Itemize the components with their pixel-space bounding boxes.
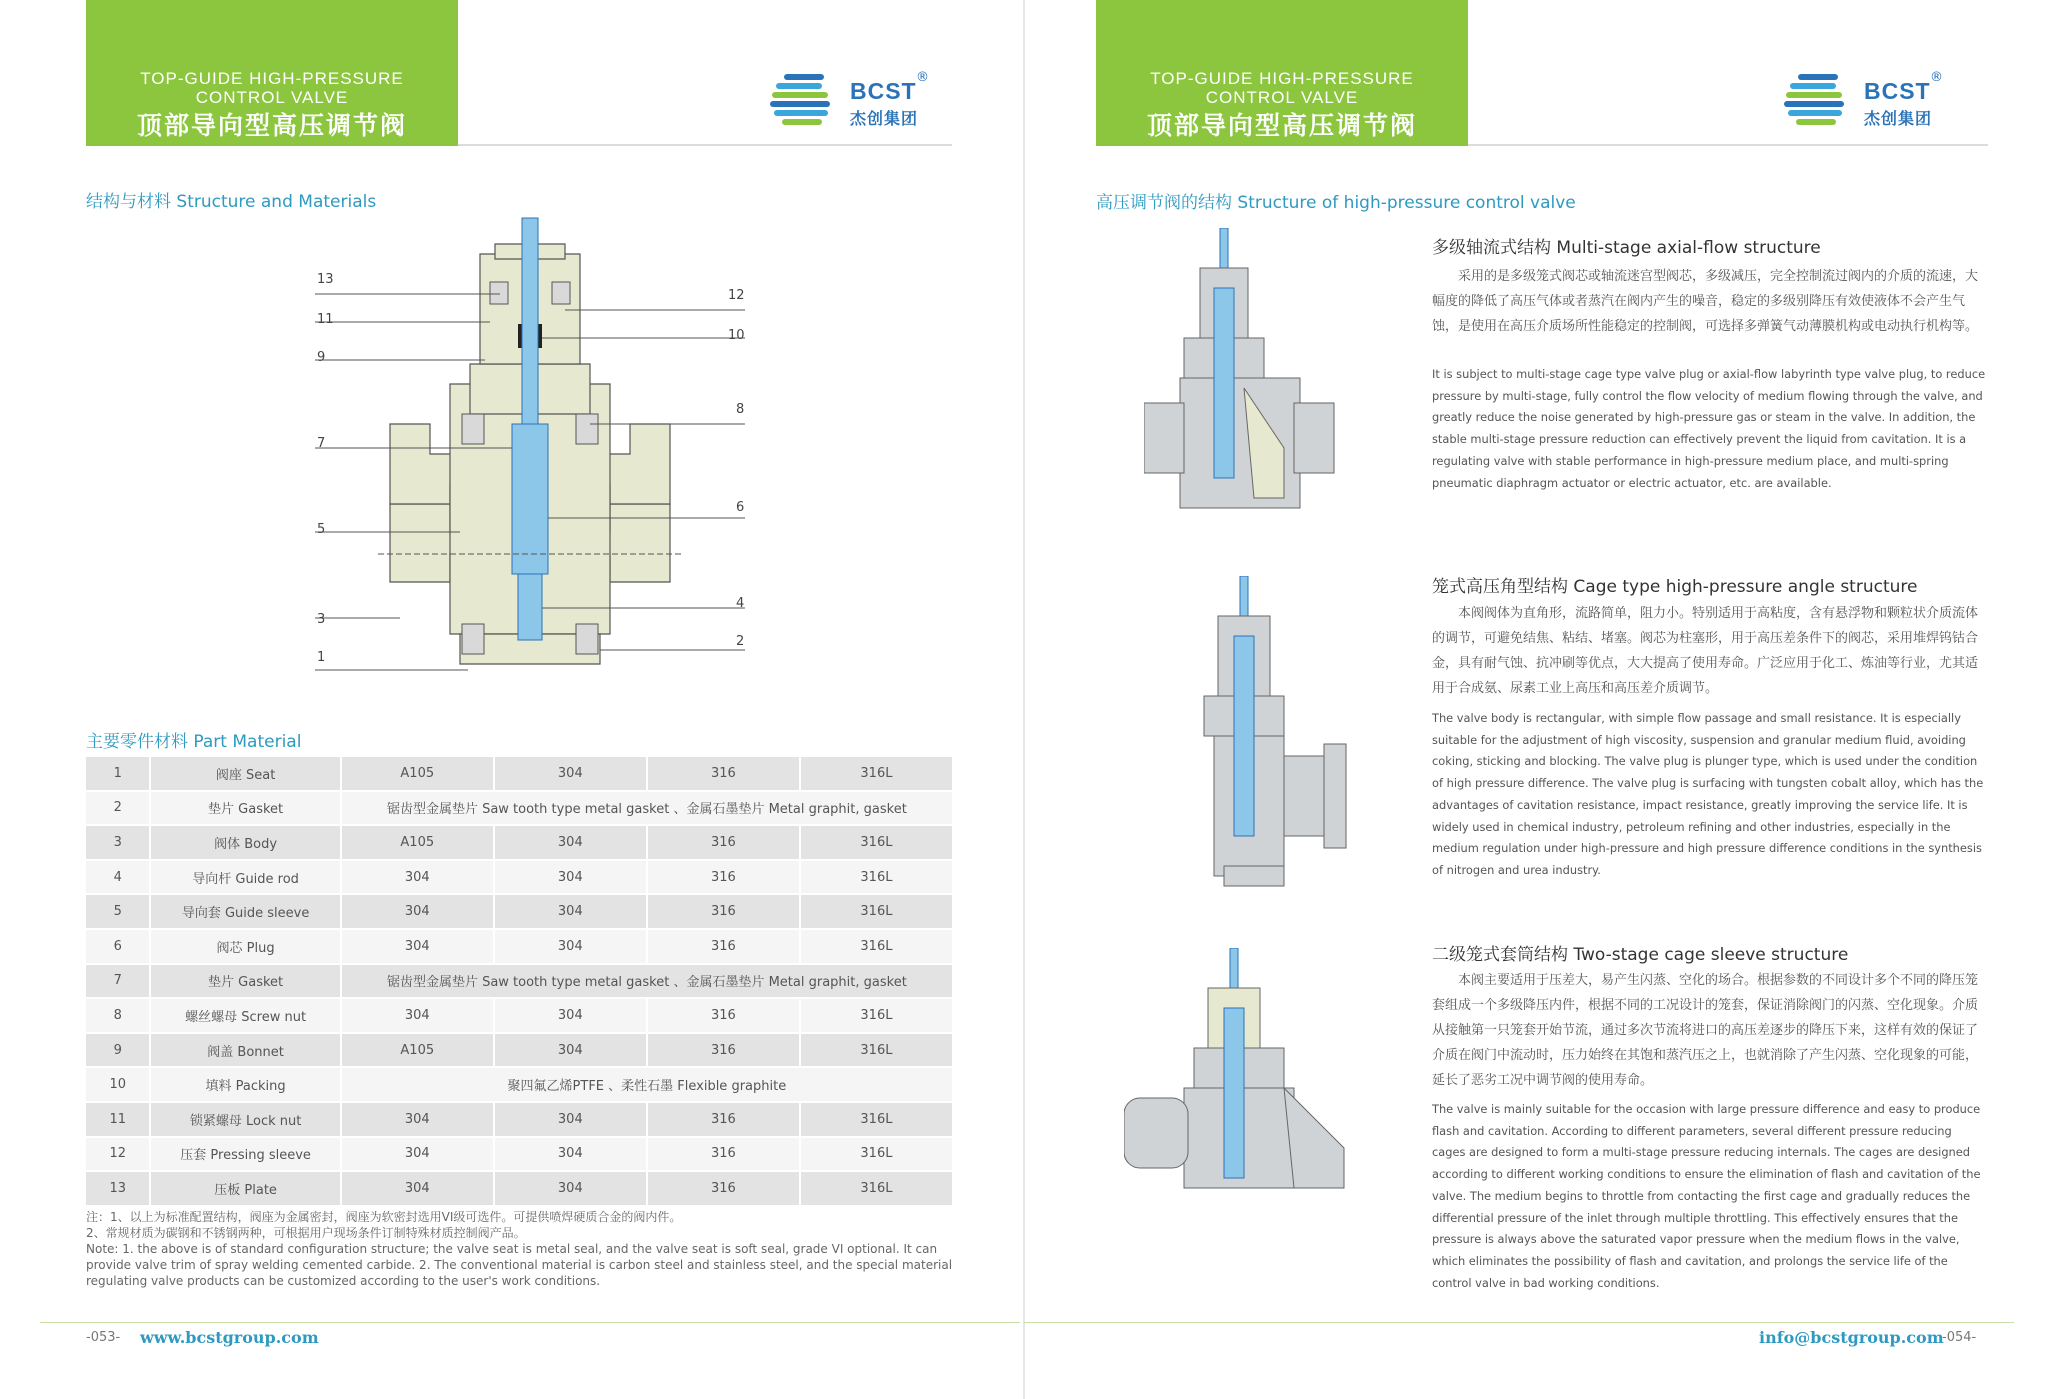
table-row: [86, 964, 952, 999]
part-name-cell: 压套 Pressing sleeve: [150, 1137, 340, 1172]
section-1-title: 多级轴流式结构 Multi-stage axial-flow structure: [1432, 238, 1821, 258]
logo-brand-cn: 杰创集团: [850, 109, 919, 128]
material-cell: 316: [647, 998, 800, 1033]
table-row: [86, 894, 952, 929]
section-3-title: 二级笼式套筒结构 Two-stage cage sleeve structure: [1432, 945, 1849, 965]
part-name-cell: 阀体 Body: [150, 825, 340, 860]
material-cell: 304: [341, 929, 494, 964]
part-number-cell: 11: [86, 1102, 150, 1137]
note-line: provide valve trim of spray welding cemented carbide. 2. The conventional material is carbon steel and stainless steel, and the special material: [86, 1258, 953, 1272]
material-cell: A105: [341, 1033, 494, 1068]
section-2-cn-text: 本阀阀体为直角形，流路简单，阻力小。特别适用于高粘度，含有悬浮物和颗粒状介质流体的调节，可避免结焦、粘结、堵塞。阀芯为柱塞形，用于高压差条件下的阀芯，采用堆焊钨钴合金，具有耐气蚀、抗冲刷等优点，大大提高了使用寿命。广泛应用于化工、炼油等行业，尤其适用于合成氨、尿素工业上高压和高压差介质调节。: [1432, 606, 1979, 696]
material-cell: 316L: [800, 757, 952, 791]
part-number-cell: 2: [86, 791, 150, 826]
table-row: [86, 1033, 952, 1068]
material-cell: 316L: [800, 894, 952, 929]
material-cell: 316: [647, 1171, 800, 1206]
material-cell: 316L: [800, 998, 952, 1033]
material-cell: 316L: [800, 1033, 952, 1068]
material-cell: 304: [494, 894, 647, 929]
part-name-cell: 垫片 Gasket: [150, 791, 340, 826]
material-cell: 316: [647, 1137, 800, 1172]
callout-10: 10: [728, 328, 745, 343]
banner-title-en-line2: CONTROL VALVE: [195, 88, 349, 107]
footer-divider: [40, 1322, 1020, 1323]
part-name-cell: 锁紧螺母 Lock nut: [150, 1102, 340, 1137]
material-cell: A105: [341, 757, 494, 791]
material-cell: 316L: [800, 860, 952, 895]
part-number-cell: 10: [86, 1067, 150, 1102]
part-name-cell: 阀盖 Bonnet: [150, 1033, 340, 1068]
notes: [86, 1209, 956, 1289]
part-number-cell: 13: [86, 1171, 150, 1206]
table-row: [86, 1102, 952, 1137]
note-line: 注：1、以上为标准配置结构，阀座为金属密封，阀座为软密封选用VI级可选件。可提供喷焊硬质合金的阀内件。: [86, 1210, 682, 1224]
material-cell: 304: [341, 1137, 494, 1172]
material-cell: 316: [647, 825, 800, 860]
material-span-cell: 聚四氟乙烯PTFE 、柔性石墨 Flexible graphite: [341, 1067, 952, 1102]
callout-13: 13: [317, 272, 334, 287]
logo-registered: ®: [916, 70, 929, 85]
material-cell: 304: [341, 860, 494, 895]
material-cell: 304: [341, 1102, 494, 1137]
table-row: [86, 998, 952, 1033]
material-cell: 304: [341, 1171, 494, 1206]
callout-4: 4: [736, 596, 745, 611]
material-cell: 304: [494, 1033, 647, 1068]
angle-valve-image: [1164, 576, 1354, 896]
section-title: 高压调节阀的结构 Structure of high-pressure control valve: [1096, 193, 1576, 213]
material-cell: 316: [647, 757, 800, 791]
material-cell: 316L: [800, 1137, 952, 1172]
part-name-cell: 螺丝螺母 Screw nut: [150, 998, 340, 1033]
callout-8: 8: [736, 402, 745, 417]
material-cell: 316L: [800, 1171, 952, 1206]
table-row: [86, 1137, 952, 1172]
table-row: [86, 1171, 952, 1206]
table-row: [86, 1067, 952, 1102]
bcst-logo: [770, 70, 940, 132]
callout-5: 5: [317, 522, 326, 537]
part-name-cell: 填料 Packing: [150, 1067, 340, 1102]
part-number-cell: 9: [86, 1033, 150, 1068]
footer-divider: [1024, 1322, 2014, 1323]
website-link[interactable]: www.bcstgroup.com: [140, 1328, 319, 1347]
valve-cross-section-diagram: [300, 214, 760, 694]
note-line: regulating valve products can be customized according to the user's work conditions.: [86, 1274, 601, 1288]
material-cell: 316: [647, 1102, 800, 1137]
part-name-cell: 导向套 Guide sleeve: [150, 894, 340, 929]
material-cell: 304: [494, 1102, 647, 1137]
table-row: [86, 791, 952, 826]
logo-brand: BCST: [850, 78, 917, 104]
table-row: [86, 929, 952, 964]
note-line: 2、常规材质为碳钢和不锈钢两种，可根据用户现场条件订制特殊材质控制阀产品。: [86, 1226, 526, 1240]
material-cell: 304: [494, 825, 647, 860]
axial-flow-valve-image: [1144, 228, 1344, 518]
header-divider: [1468, 144, 1988, 146]
banner-title-cn: 顶部导向型高压调节阀: [1146, 111, 1417, 140]
banner-title-cn: 顶部导向型高压调节阀: [136, 111, 407, 140]
bcst-logo-icon: [770, 72, 842, 130]
section-1-cn-text: 采用的是多级笼式阀芯或轴流迷宫型阀芯，多级减压，完全控制流过阀内的介质的流速，大幅度的降低了高压气体或者蒸汽在阀内产生的噪音，稳定的多级别降压有效使液体不会产生气蚀，是使用在高压介质场所性能稳定的控制阀，可选择多弹簧气动薄膜机构或电动执行机构等。: [1432, 269, 1979, 334]
table-row: [86, 757, 952, 791]
part-number-cell: 3: [86, 825, 150, 860]
header-banner: [86, 0, 458, 146]
part-number-cell: 12: [86, 1137, 150, 1172]
part-name-cell: 压板 Plate: [150, 1171, 340, 1206]
part-number-cell: 4: [86, 860, 150, 895]
material-cell: 304: [494, 1171, 647, 1206]
header-divider: [458, 144, 952, 146]
material-cell: 304: [341, 894, 494, 929]
material-cell: 304: [341, 998, 494, 1033]
material-cell: 316: [647, 894, 800, 929]
material-cell: 316: [647, 860, 800, 895]
material-cell: A105: [341, 825, 494, 860]
section-1-en-text: It is subject to multi-stage cage type valve plug or axial-flow labyrinth type valve plug, to reduce pressure by multi-stage, fully control the flow velocity of medium flowing through the valve, and greatly reduce the noise generated by high-pressure gas or steam in the valve. In addition, the stable multi-stage pressure reduction can effectively prevent the liquid from cavitation. It is a regulating valve with stable performance in high-pressure medium place, and multi-spring pneumatic diaphragm actuator or electric actuator, etc. are available.: [1432, 367, 1986, 490]
material-cell: 304: [494, 757, 647, 791]
part-number-cell: 1: [86, 757, 150, 791]
part-number-cell: 7: [86, 964, 150, 999]
table-row: [86, 825, 952, 860]
part-material-table: [86, 757, 952, 1207]
material-span-cell: 锯齿型金属垫片 Saw tooth type metal gasket 、金属石墨垫片 Metal graphit, gasket: [341, 791, 952, 826]
banner-title-en-line2: CONTROL VALVE: [1205, 88, 1359, 107]
logo-brand-cn: 杰创集团: [1864, 109, 1933, 128]
part-material-title: 主要零件材料 Part Material: [86, 732, 302, 752]
bcst-logo: [1784, 70, 1954, 132]
part-number-cell: 6: [86, 929, 150, 964]
material-cell: 316: [647, 1033, 800, 1068]
material-cell: 304: [494, 998, 647, 1033]
callout-11: 11: [317, 312, 334, 327]
material-cell: 304: [494, 929, 647, 964]
material-cell: 316L: [800, 1102, 952, 1137]
table-row: [86, 860, 952, 895]
callout-1: 1: [317, 650, 326, 665]
material-cell: 304: [494, 1137, 647, 1172]
callout-7: 7: [317, 436, 326, 451]
banner-title-en-line1: TOP-GUIDE HIGH-PRESSURE: [140, 69, 404, 88]
callout-6: 6: [736, 500, 745, 515]
section-2-title: 笼式高压角型结构 Cage type high-pressure angle structure: [1432, 577, 1918, 597]
page-number: -054-: [1942, 1330, 1977, 1345]
structure-title: 结构与材料 Structure and Materials: [86, 192, 377, 212]
page-number: -053-: [86, 1330, 121, 1345]
section-3-cn-text: 本阀主要适用于压差大，易产生闪蒸、空化的场合。根据参数的不同设计多个不同的降压笼套组成一个多级降压内件，根据不同的工况设计的笼套，保证消除阀门的闪蒸、空化现象。介质从接触第一只笼套开始节流，通过多次节流将进口的高压差逐步的降压下来，这样有效的保证了介质在阀门中流动时，压力始终在其饱和蒸汽压之上，也就消除了产生闪蒸、空化现象的可能，延长了恶劣工况中调节阀的使用寿命。: [1432, 973, 1979, 1088]
callout-2: 2: [736, 634, 745, 649]
right-page: [1024, 0, 2048, 1399]
two-stage-cage-valve-image: [1124, 948, 1364, 1198]
callout-12: 12: [728, 288, 745, 303]
header-banner: [1096, 0, 1468, 146]
section-2-en-text: The valve body is rectangular, with simple flow passage and small resistance. It is especially suitable for the adjustment of high viscosity, suspension and granular medium fluid, avoiding coking, sticking and blocking. The valve plug is plunger type, which is used under the condition of high pressure difference. The valve plug is surfacing with tungsten cobalt alloy, which has the advantages of cavitation resistance, impact resistance, greatly improving the service life. It is widely used in chemical industry, petroleum refining and other industries, especially in the medium regulation under high-pressure and high pressure difference conditions in the synthesis of nitrogen and urea industry.: [1432, 711, 1984, 877]
logo-brand: BCST: [1864, 78, 1931, 104]
part-number-cell: 8: [86, 998, 150, 1033]
material-cell: 304: [494, 860, 647, 895]
callout-3: 3: [317, 612, 326, 627]
part-name-cell: 导向杆 Guide rod: [150, 860, 340, 895]
banner-title-en-line1: TOP-GUIDE HIGH-PRESSURE: [1150, 69, 1414, 88]
material-cell: 316: [647, 929, 800, 964]
logo-registered: ®: [1930, 70, 1943, 85]
material-span-cell: 锯齿型金属垫片 Saw tooth type metal gasket 、金属石墨垫片 Metal graphit, gasket: [341, 964, 952, 999]
callout-9: 9: [317, 350, 326, 365]
bcst-logo-icon: [1784, 72, 1856, 130]
material-cell: 316L: [800, 929, 952, 964]
note-line: Note: 1. the above is of standard configuration structure; the valve seat is metal seal, and the valve seat is soft seal, grade VI optional. It can: [86, 1242, 938, 1256]
part-number-cell: 5: [86, 894, 150, 929]
material-cell: 316L: [800, 825, 952, 860]
email-link[interactable]: info@bcstgroup.com: [1759, 1328, 1944, 1347]
part-name-cell: 阀座 Seat: [150, 757, 340, 791]
part-name-cell: 阀芯 Plug: [150, 929, 340, 964]
part-name-cell: 垫片 Gasket: [150, 964, 340, 999]
section-3-en-text: The valve is mainly suitable for the occasion with large pressure difference and easy to produce flash and cavitation. According to different parameters, several different pressure reducing cages are designed to form a multi-stage pressure reducing internals. The cages are designed according to different working conditions to ensure the elimination of flash and cavitation of the valve. The medium begins to throttle from contacting the first cage and gradually reduces the differential pressure of the inlet through multiple throttling. This effectively ensures that the pressure is always above the saturated vapor pressure when the medium flows in the valve, which eliminates the possibility of flash and cavitation, and prolongs the service life of the control valve in bad working conditions.: [1432, 1102, 1981, 1290]
